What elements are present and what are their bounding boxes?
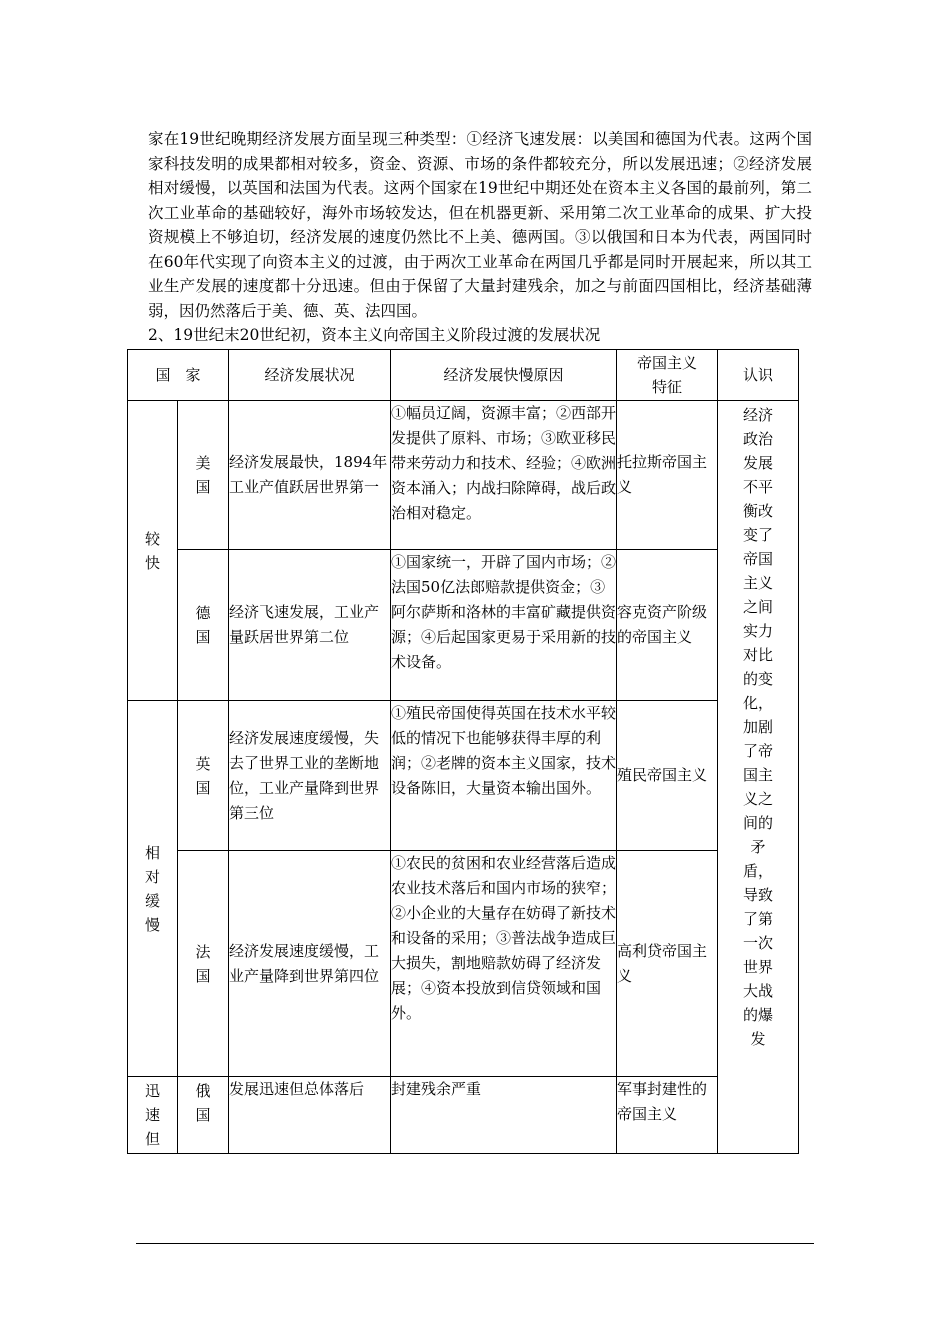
table-row	[128, 1077, 799, 1154]
footer-divider	[136, 1243, 814, 1244]
group-label-rapid: 迅速但	[128, 1077, 178, 1154]
feature-cell: 殖民帝国主义	[617, 701, 718, 851]
reason-cell: ①殖民帝国使得英国在技术水平较低的情况下也能够获得丰厚的利润；②老牌的资本主义国家，技术设备陈旧，大量资本输出国外。	[391, 701, 617, 851]
reason-cell: ①农民的贫困和农业经营落后造成农业技术落后和国内市场的狭窄；②小企业的大量存在妨碍了新技术和设备的采用；③普法战争造成巨大损失，割地赔款妨碍了经济发展；④资本投放到信贷领域和国外。	[391, 851, 617, 1077]
group-label-slow: 相对缓慢	[128, 701, 178, 1077]
status-cell: 经济发展最快，1894年工业产值跃居世界第一	[229, 401, 391, 550]
comparison-table	[127, 349, 799, 1154]
header-country: 国 家	[128, 350, 229, 401]
country-cell: 法国	[178, 851, 229, 1077]
table-row	[128, 401, 799, 550]
reason-cell: ①国家统一，开辟了国内市场；②法国50亿法郎赔款提供资金；③阿尔萨斯和洛林的丰富矿藏提供资源；④后起国家更易于采用新的技术设备。	[391, 550, 617, 701]
intro-paragraph: 家在19世纪晚期经济发展方面呈现三种类型：①经济飞速发展：以美国和德国为代表。这两个国家科技发明的成果都相对较多，资金、资源、市场的条件都较充分，所以发展迅速；②经济发展相对缓慢，以英国和法国为代表。这两个国家在19世纪中期还处在资本主义各国的最前列，第二次工业革命的基础较好，海外市场较发达，但在机器更新、采用第二次工业革命的成果、扩大投资规模上不够迫切，经济发展的速度仍然比不上美、德两国。③以俄国和日本为代表，两国同时在60年代实现了向资本主义的过渡，由于两次工业革命在两国几乎都是同时开展起来，所以其工业生产发展的速度都十分迅速。但由于保留了大量封建残余，加之与前面四国相比，经济基础薄弱，因仍然落后于美、德、英、法四国。	[148, 130, 812, 320]
header-insight: 认识	[718, 350, 799, 401]
intro-section	[148, 127, 812, 348]
reason-cell: 封建残余严重	[391, 1077, 617, 1154]
header-feature: 帝国主义特征	[617, 350, 718, 401]
country-cell: 美国	[178, 401, 229, 550]
status-cell: 经济发展速度缓慢，工业产量降到世界第四位	[229, 851, 391, 1077]
group-label-fast: 较快	[128, 401, 178, 701]
reason-cell: ①幅员辽阔，资源丰富；②西部开发提供了原料、市场；③欧亚移民带来劳动力和技术、经验；④欧洲资本涌入；内战扫除障碍，战后政治相对稳定。	[391, 401, 617, 550]
header-reason: 经济发展快慢原因	[391, 350, 617, 401]
header-row	[128, 350, 799, 401]
feature-cell: 军事封建性的帝国主义	[617, 1077, 718, 1154]
country-cell: 德国	[178, 550, 229, 701]
table-row	[128, 851, 799, 1077]
feature-cell: 高利贷帝国主义	[617, 851, 718, 1077]
table-row	[128, 701, 799, 851]
feature-cell: 托拉斯帝国主义	[617, 401, 718, 550]
status-cell: 经济飞速发展，工业产量跃居世界第二位	[229, 550, 391, 701]
status-cell: 发展迅速但总体落后	[229, 1077, 391, 1154]
feature-cell: 容克资产阶级的帝国主义	[617, 550, 718, 701]
header-status: 经济发展状况	[229, 350, 391, 401]
section-heading: 2、19世纪末20世纪初，资本主义向帝国主义阶段过渡的发展状况	[148, 326, 601, 344]
country-cell: 俄国	[178, 1077, 229, 1154]
table-row	[128, 550, 799, 701]
country-cell: 英国	[178, 701, 229, 851]
status-cell: 经济发展速度缓慢，失去了世界工业的垄断地位，工业产量降到世界第三位	[229, 701, 391, 851]
insight-cell: 经济政治发展不平衡改变了帝国主义之间实力对比的变化，加剧了帝国主义之间的矛盾，导致了第一次世界大战的爆发	[718, 401, 799, 1154]
